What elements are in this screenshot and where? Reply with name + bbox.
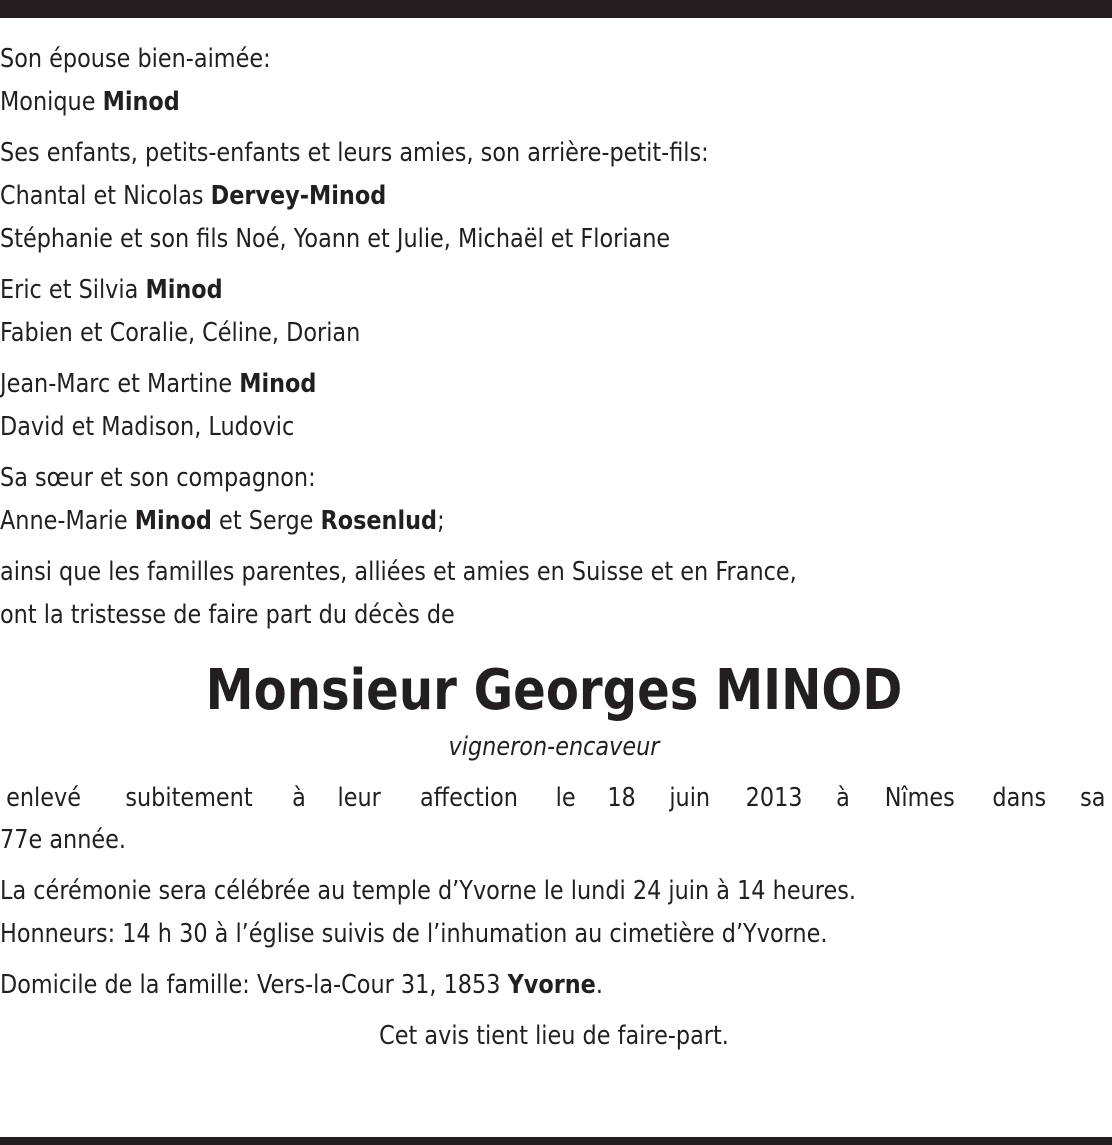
sibling-punctuation: ; (437, 506, 445, 536)
sibling-names (0, 500, 953, 543)
family-2-last-name: Minod (145, 275, 223, 305)
domicile-line (0, 964, 953, 1007)
sibling-block (0, 457, 1108, 543)
spouse-block (0, 38, 1108, 124)
sibling-intro: Sa sœur et son compagnon: (0, 463, 316, 493)
family-block-3 (0, 363, 1108, 449)
death-word: affection (420, 783, 519, 813)
family-block-2 (0, 269, 1108, 355)
death-word: enlevé (6, 783, 81, 813)
family-2-first-names: Eric et Silvia (0, 275, 139, 305)
sibling-first-name: Anne-Marie (0, 506, 128, 536)
relatives-line-1: ainsi que les familles parentes, alliées et amies en Suisse et en France, (0, 557, 797, 587)
family-2-heads (0, 269, 953, 312)
death-line-1 (0, 777, 1108, 819)
companion-first-name: et Serge (219, 506, 314, 536)
family-3-last-name: Minod (239, 369, 317, 399)
death-word: subitement (125, 783, 253, 813)
deceased-profession: vigneron-encaveur (448, 732, 660, 762)
spouse-intro: Son épouse bien-aimée: (0, 44, 271, 74)
family-3-members: David et Madison, Ludovic (0, 412, 295, 442)
death-line-2: 77e année. (0, 825, 126, 855)
death-word: 2013 (745, 783, 803, 813)
ceremony-line-2: Honneurs: 14 h 30 à l’église suivis de l’inhumation au cimetière d’Yvorne. (0, 919, 828, 949)
closing-note: Cet avis tient lieu de faire-part. (379, 1021, 729, 1051)
family-block-1 (0, 175, 1108, 261)
death-word: sa (1080, 783, 1106, 813)
domicile-punctuation: . (595, 970, 603, 1000)
family-2-members: Fabien et Coralie, Céline, Dorian (0, 318, 361, 348)
death-word: à (291, 783, 306, 813)
companion-last-name: Rosenlud (320, 506, 438, 536)
relatives-line-2: ont la tristesse de faire part du décès de (0, 600, 455, 630)
spouse-name (0, 81, 953, 124)
death-word: juin (669, 783, 711, 813)
deceased-name: Monsieur Georges MINOD (205, 658, 903, 723)
family-3-first-names: Jean-Marc et Martine (0, 369, 233, 399)
obituary-notice (0, 38, 1108, 1058)
spouse-last-name: Minod (102, 87, 180, 117)
ceremony-block (0, 870, 1108, 956)
family-1-last-name: Dervey-Minod (210, 181, 387, 211)
family-1-first-names: Chantal et Nicolas (0, 181, 204, 211)
top-rule (0, 0, 1112, 18)
death-word: à (836, 783, 850, 813)
death-word: 18 (607, 783, 636, 813)
death-word: dans (992, 783, 1047, 813)
sibling-last-name: Minod (134, 506, 212, 536)
domicile-address: Domicile de la famille: Vers-la-Cour 31, 1853 (0, 970, 501, 1000)
family-3-heads (0, 363, 953, 406)
family-1-heads (0, 175, 953, 218)
bottom-rule (0, 1137, 1112, 1145)
death-word: le (555, 783, 576, 813)
family-1-members: Stéphanie et son fils Noé, Yoann et Julie, Michaël et Floriane (0, 224, 671, 254)
children-intro: Ses enfants, petits-enfants et leurs amies, son arrière-petit-fils: (0, 138, 709, 168)
domicile-town: Yvorne (507, 970, 596, 1000)
death-word: leur (337, 783, 382, 813)
ceremony-line-1: La cérémonie sera célébrée au temple d’Yvorne le lundi 24 juin à 14 heures. (0, 876, 856, 906)
death-word: Nîmes (884, 783, 955, 813)
spouse-first-name: Monique (0, 87, 96, 117)
